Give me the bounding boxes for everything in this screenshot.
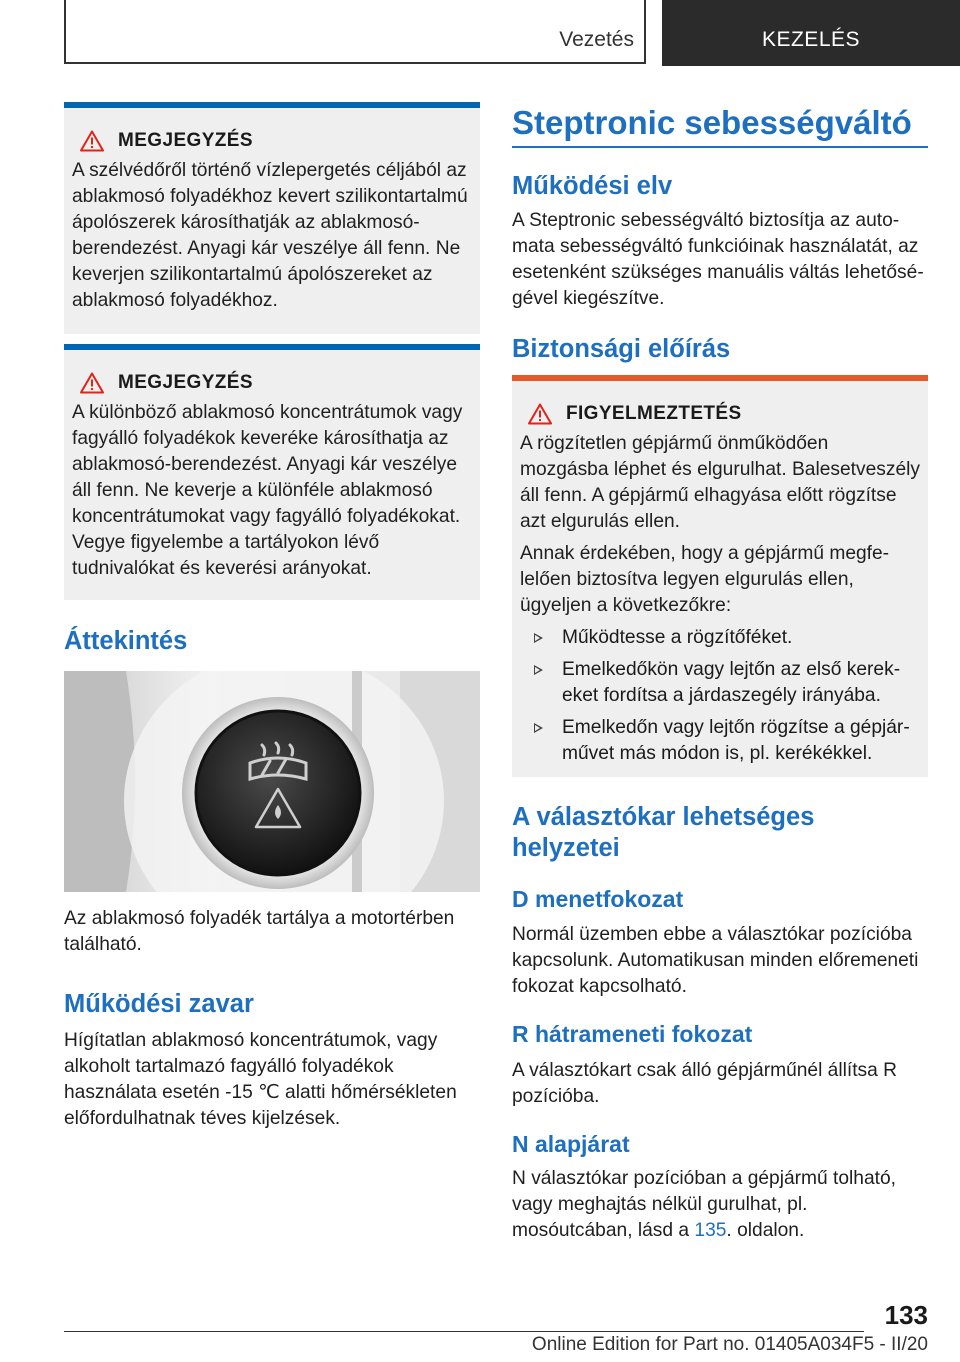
list-item: [520, 657, 920, 709]
note-title: MEGJEGYZÉS: [118, 372, 253, 393]
principle-text: A Steptronic sebességváltó biztosítja az automata sebességváltó funkcióinak használatát, az esetenként szükséges manuális váltás lehetőségével kiegészítve.: [512, 210, 924, 309]
section-heading-malfunction: Működési zavar: [64, 990, 254, 1018]
chapter-title: Steptronic sebességváltó: [512, 104, 928, 148]
neutral-text-start: N választókar pozícióban a gépjármű tolható, vagy meghajtás nélkül gurulhat, pl. mosóutcában, lásd a: [512, 1168, 896, 1241]
list-item: [520, 715, 920, 767]
warning-text-2: Annak érdekében, hogy a gépjármű megfelelően biztosítva legyen elgurulás ellen, ügyeljen a következőkre:: [520, 543, 890, 616]
list-item-text: Működtesse a rögzítőféket.: [562, 627, 793, 648]
note-box-silicone: [64, 102, 480, 334]
warning-bullet-list: [520, 625, 920, 767]
neutral-text-end: . oldalon.: [726, 1220, 805, 1241]
warning-text-1: A rögzítetlen gépjármű önműködően mozgásba léphet és elgurulhat. Balesetveszély áll fenn. A gépjármű elhagyása előtt rögzítse azt elgurulás ellen.: [520, 433, 920, 532]
note-text: A különböző ablakmosó koncentrátumok vagy fagyálló folyadékok keveréke károsíthatja az ablakmosó-berendezést. Anyagi kár veszélye áll fenn. Ne keverje a különféle ablakmosó koncentrátumokat vagy fagyálló folyadékokat. Vegye figyelembe a tartályokon lévő tudnivalókat és keverési arányokat.: [72, 402, 463, 579]
malfunction-text: Hígítatlan ablakmosó koncentrátumok, vagy alkoholt tartalmazó fagyálló folyadékok használata esetén -15 ℃ alatti hőmérsékleten előfordulhatnak téves kijelzések.: [64, 1030, 457, 1129]
note-box-mixing: [64, 344, 480, 600]
warning-triangle-icon: [80, 372, 104, 394]
note-header: [80, 372, 472, 394]
section-heading-safety: Biztonsági előírás: [512, 335, 731, 363]
section-heading-overview: Áttekintés: [64, 627, 188, 655]
header-chapter-tab: KEZELÉS: [662, 0, 960, 66]
triangle-bullet-icon: [534, 665, 543, 675]
list-item-text: Emelkedőn vagy lejtőn rögzítse a gépjárművet más módon is, pl. kerékékkel.: [562, 717, 910, 764]
drive-text: Normál üzemben ebbe a választókar pozícióba kapcsolunk. Automatikusan minden előremeneti fokozat kapcsolható.: [512, 924, 919, 997]
warning-triangle-icon: [80, 130, 104, 152]
triangle-bullet-icon: [534, 723, 543, 733]
subheading-drive: D menetfokozat: [512, 886, 684, 912]
note-header: [80, 130, 472, 152]
washer-reservoir-photo: [64, 671, 480, 892]
section-heading-principle: Működési elv: [512, 172, 673, 200]
photo-caption: Az ablakmosó folyadék tartálya a motortérben található.: [64, 908, 455, 955]
triangle-bullet-icon: [534, 633, 543, 643]
warning-header: [528, 403, 920, 425]
reverse-text: A választókart csak álló gépjárműnél állítsa R pozícióba.: [512, 1060, 897, 1107]
header-section-title: Vezetés: [559, 28, 634, 51]
subheading-reverse: R hátrameneti fokozat: [512, 1021, 753, 1047]
list-item-text: Emelkedőkön vagy lejtőn az első kerekeket fordítsa a járdaszegély irányába.: [562, 659, 901, 706]
section-heading-positions: A választókar lehetséges helyzetei: [512, 803, 815, 862]
warning-title: FIGYELMEZTETÉS: [566, 403, 742, 424]
list-item: [520, 625, 920, 651]
warning-triangle-icon: [528, 403, 552, 425]
footer-divider: [64, 1331, 864, 1332]
page-reference-link[interactable]: 135: [694, 1220, 727, 1241]
neutral-text: [512, 1166, 928, 1244]
note-text: A szélvédőről történő vízlepergetés céljából az ablakmosó folyadékhoz kevert szilikontartalmú ápolószerek károsíthatják az ablakmosó-berendezést. Anyagi kár veszélye áll fenn. Ne keverjen szilikontartalmú ápolószereket az ablakmosó folyadékhoz.: [72, 160, 468, 311]
warning-box: [512, 375, 928, 777]
subheading-neutral: N alapjárat: [512, 1131, 630, 1157]
footer-edition-text: Online Edition for Part no. 01405A034F5 - II/20: [531, 1334, 928, 1355]
page-number: 133: [884, 1300, 928, 1330]
note-title: MEGJEGYZÉS: [118, 130, 253, 151]
